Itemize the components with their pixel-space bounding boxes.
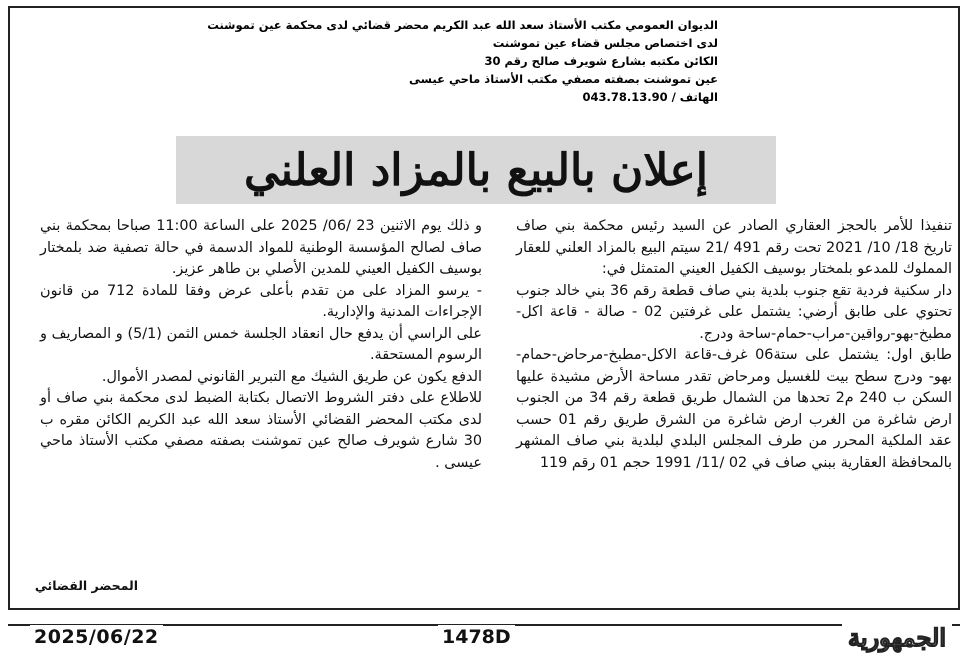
header-phone: الهاتف / 043.78.13.90 [582, 90, 718, 104]
left-column [40, 216, 482, 474]
newspaper-logo: الجمهورية [842, 622, 952, 654]
header-line-4: عين تموشنت بصفته مصفي مكتب الأستاذ ماحي عيسى [409, 72, 718, 86]
footer-date: 2025/06/22 [30, 625, 163, 649]
left-paragraph-5: للاطلاع على دفتر الشروط الاتصال بكتابة الضبط لدى محكمة بني صاف أو لدى مكتب المحضر القضائي الأستاذ سعد الله عبد الكريم الكائن مقره ب 30 شارع شويرف صالح عين تموشنت بصفته مصفي مكتب الأستاذ ماحي عيسى . [40, 390, 482, 471]
bailiff-signature: المحضر القضائي [34, 578, 138, 593]
header-line-1: الديوان العمومي مكتب الأستاذ سعد الله عبد الكريم محضر قضائي لدى محكمة عين تموشنت [207, 18, 718, 32]
left-paragraph-3: على الراسي أن يدفع حال انعقاد الجلسة خمس الثمن (5/1) و المصاريف و الرسوم المستحقة. [40, 325, 482, 363]
bailiff-header [198, 16, 718, 106]
right-paragraph-3: طابق اول: يشتمل على ستة06 غرف-قاعة الاكل-مطبخ-مرحاض-حمام-بهو- ودرج سطح بيت للغسيل ومرحاض تقدر مساحة الأرض مشيدة عليها السكن ب 240 م2 تحدها من الشمال طريق قطعة رقم 34 من الجنوب ارض شاغرة من الغرب ارض شاغرة من الشرق طريق رقم 01 حسب عقد الملكية المحرر من طرف المجلس البلدي لبلدية بني صاف المشهر بالمحافظة العقارية ببني صاف في 02 /11/ 1991 حجم 01 رقم 119 [516, 347, 952, 471]
announcement-title: إعلان بالبيع بالمزاد العلني [244, 144, 708, 196]
left-paragraph-1: و ذلك يوم الاثنين 23 /06/ 2025 على الساعة 11:00 صباحا بمحكمة بني صاف لصالح المؤسسة الوطنية للمواد الدسمة في حالة تصفية ضد بلمختار بوسيف الكفيل العيني للمدين الأصلي بن طاهر عزيز. [40, 218, 482, 277]
header-line-3: الكائن مكتبه بشارع شويرف صالح رقم 30 [484, 54, 718, 68]
footer-ad-number: 1478D [438, 625, 515, 649]
title-banner [176, 136, 776, 204]
left-paragraph-2: - يرسو المزاد على من تقدم بأعلى عرض وفقا للمادة 712 من قانون الإجراءات المدنية والإدارية. [40, 282, 482, 320]
right-column [516, 216, 952, 474]
header-line-2: لدى اختصاص مجلس قضاء عين تموشنت [492, 36, 718, 50]
left-paragraph-4: الدفع يكون عن طريق الشيك مع التبرير القانوني لمصدر الأموال. [101, 368, 482, 385]
right-paragraph-2: دار سكنية فردية تقع جنوب بلدية بني صاف قطعة رقم 36 بني خالد جنوب تحتوي على طابق أرضي: يشتمل على غرفتين 02 - صالة - قاعة اكل-مطبخ-بهو-رواقين-مراب-حمام-ساحة ودرج. [516, 282, 952, 342]
right-paragraph-1: تنفيذا للأمر بالحجز العقاري الصادر عن السيد رئيس محكمة بني صاف تاريخ 18/ 10/ 2021 تحت رقم 491 /21 سيتم البيع بالمزاد العلني للعقار المملوك للمدعو بلمختار بوسيف الكفيل العيني المتمثل في: [516, 218, 952, 277]
